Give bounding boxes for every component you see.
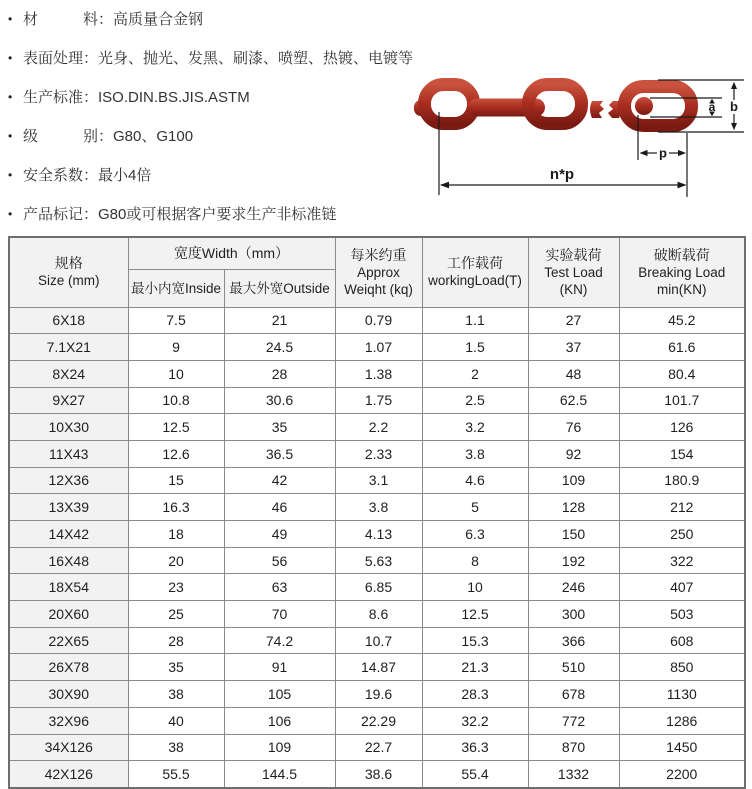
value-cell: 192 [528, 547, 619, 574]
value-cell: 21 [224, 307, 335, 334]
value-cell: 45.2 [619, 307, 745, 334]
value-cell: 608 [619, 627, 745, 654]
size-cell: 9X27 [9, 387, 128, 414]
value-cell: 37 [528, 334, 619, 361]
dim-label-b: b [730, 99, 738, 114]
dimension-lines [439, 80, 744, 197]
value-cell: 76 [528, 414, 619, 441]
value-cell: 28.3 [422, 681, 528, 708]
value-cell: 62.5 [528, 387, 619, 414]
value-cell: 503 [619, 601, 745, 628]
value-cell: 2 [422, 360, 528, 387]
col-header-breaking-load [619, 237, 745, 307]
table-row [9, 334, 745, 361]
value-cell: 15 [128, 467, 224, 494]
value-cell: 70 [224, 601, 335, 628]
value-cell: 35 [128, 654, 224, 681]
size-cell: 7.1X21 [9, 334, 128, 361]
bullet-item-standard [8, 86, 438, 109]
col-header-working-load [422, 237, 528, 307]
value-cell: 850 [619, 654, 745, 681]
value-cell: 18 [128, 521, 224, 548]
value-cell: 250 [619, 521, 745, 548]
value-cell: 38 [128, 681, 224, 708]
bullet-item-grade [8, 125, 438, 148]
value-cell: 2.2 [335, 414, 422, 441]
col-header-test-zh: 实验载荷 [545, 246, 602, 263]
dim-label-a: a [708, 100, 716, 114]
value-cell: 2.5 [422, 387, 528, 414]
value-cell: 92 [528, 440, 619, 467]
bullet-icon: • [8, 12, 13, 26]
value-cell: 61.6 [619, 334, 745, 361]
value-cell: 3.1 [335, 467, 422, 494]
value-cell: 32.2 [422, 707, 528, 734]
value-cell: 12.6 [128, 440, 224, 467]
value-cell: 180.9 [619, 467, 745, 494]
bullet-icon: • [8, 90, 13, 104]
size-cell: 34X126 [9, 734, 128, 761]
value-cell: 35 [224, 414, 335, 441]
value-cell: 10.7 [335, 627, 422, 654]
value-cell: 1130 [619, 681, 745, 708]
table-row [9, 360, 745, 387]
chain-connector-end [635, 97, 653, 115]
value-cell: 7.5 [128, 307, 224, 334]
col-header-weight [335, 237, 422, 307]
value-cell: 109 [224, 734, 335, 761]
table-row [9, 387, 745, 414]
value-cell: 4.13 [335, 521, 422, 548]
col-header-working-en: workingLoad(T) [428, 273, 522, 289]
bullet-item-surface [8, 47, 438, 70]
value-cell: 10 [128, 360, 224, 387]
value-cell: 5 [422, 494, 528, 521]
value-cell: 19.6 [335, 681, 422, 708]
value-cell: 30.6 [224, 387, 335, 414]
bullet-icon: • [8, 168, 13, 182]
value-cell: 407 [619, 574, 745, 601]
table-row [9, 494, 745, 521]
size-cell: 16X48 [9, 547, 128, 574]
bullet-icon: • [8, 129, 13, 143]
value-cell: 246 [528, 574, 619, 601]
value-cell: 80.4 [619, 360, 745, 387]
value-cell: 40 [128, 707, 224, 734]
value-cell: 300 [528, 601, 619, 628]
bullet-icon: • [8, 207, 13, 221]
col-header-test-load [528, 237, 619, 307]
col-header-weight-en2: Weiqht (kq) [344, 281, 413, 297]
value-cell: 366 [528, 627, 619, 654]
chain-link-3 [625, 87, 692, 126]
value-cell: 144.5 [224, 761, 335, 788]
col-header-working-zh: 工作载荷 [447, 255, 503, 272]
value-cell: 46 [224, 494, 335, 521]
table-row [9, 307, 745, 334]
table-row [9, 521, 745, 548]
value-cell: 3.8 [422, 440, 528, 467]
size-cell: 11X43 [9, 440, 128, 467]
table-row [9, 601, 745, 628]
table-row [9, 681, 745, 708]
size-cell: 26X78 [9, 654, 128, 681]
value-cell: 10 [422, 574, 528, 601]
value-cell: 55.4 [422, 761, 528, 788]
value-cell: 1.38 [335, 360, 422, 387]
value-cell: 38.6 [335, 761, 422, 788]
col-header-size-en: Size (mm) [38, 273, 100, 289]
value-cell: 154 [619, 440, 745, 467]
value-cell: 56 [224, 547, 335, 574]
value-cell: 12.5 [128, 414, 224, 441]
value-cell: 1332 [528, 761, 619, 788]
size-cell: 10X30 [9, 414, 128, 441]
value-cell: 106 [224, 707, 335, 734]
table-row [9, 627, 745, 654]
size-cell: 18X54 [9, 574, 128, 601]
bullet-item-marking [8, 203, 438, 226]
col-header-test-en: Test Load (KN) [544, 264, 603, 297]
value-cell: 36.5 [224, 440, 335, 467]
table-row [9, 547, 745, 574]
value-cell: 9 [128, 334, 224, 361]
value-cell: 4.6 [422, 467, 528, 494]
value-cell: 1.1 [422, 307, 528, 334]
value-cell: 22.29 [335, 707, 422, 734]
value-cell: 150 [528, 521, 619, 548]
value-cell: 1.07 [335, 334, 422, 361]
table-row [9, 574, 745, 601]
table-row [9, 654, 745, 681]
size-cell: 22X65 [9, 627, 128, 654]
size-cell: 30X90 [9, 681, 128, 708]
size-cell: 14X42 [9, 521, 128, 548]
bullet-text: 材 料：高质量合金钢 [23, 11, 204, 28]
value-cell: 105 [224, 681, 335, 708]
col-header-outside: 最大外宽Outside [224, 269, 335, 307]
value-cell: 109 [528, 467, 619, 494]
value-cell: 1450 [619, 734, 745, 761]
spec-bullet-list [8, 8, 438, 242]
value-cell: 10.8 [128, 387, 224, 414]
value-cell: 1286 [619, 707, 745, 734]
table-row [9, 440, 745, 467]
value-cell: 5.63 [335, 547, 422, 574]
size-cell: 12X36 [9, 467, 128, 494]
col-header-inside: 最小内宽Inside [128, 269, 224, 307]
value-cell: 74.2 [224, 627, 335, 654]
spec-table-body [9, 307, 745, 788]
size-cell: 32X96 [9, 707, 128, 734]
value-cell: 23 [128, 574, 224, 601]
bullet-item-safety-factor [8, 164, 438, 187]
bullet-icon: • [8, 51, 13, 65]
value-cell: 48 [528, 360, 619, 387]
dim-label-np: n*p [549, 166, 575, 183]
size-cell: 42X126 [9, 761, 128, 788]
value-cell: 20 [128, 547, 224, 574]
value-cell: 12.5 [422, 601, 528, 628]
value-cell: 63 [224, 574, 335, 601]
value-cell: 16.3 [128, 494, 224, 521]
value-cell: 1.5 [422, 334, 528, 361]
col-header-size [9, 237, 128, 307]
value-cell: 6.85 [335, 574, 422, 601]
table-row [9, 414, 745, 441]
bullet-text: 级 别：G80、G100 [23, 128, 194, 145]
value-cell: 6.3 [422, 521, 528, 548]
col-header-size-zh: 规格 [54, 255, 83, 272]
spec-table [8, 236, 746, 789]
table-row [9, 707, 745, 734]
value-cell: 28 [224, 360, 335, 387]
col-header-breaking-en1: Breaking Load [638, 264, 726, 280]
value-cell: 3.8 [335, 494, 422, 521]
size-cell: 8X24 [9, 360, 128, 387]
value-cell: 212 [619, 494, 745, 521]
value-cell: 91 [224, 654, 335, 681]
bullet-text: 安全系数：最小4倍 [23, 167, 152, 184]
size-cell: 13X39 [9, 494, 128, 521]
col-header-weight-en1: Approx [357, 264, 400, 280]
size-cell: 20X60 [9, 601, 128, 628]
value-cell: 24.5 [224, 334, 335, 361]
spec-table-header [9, 237, 745, 307]
table-row [9, 734, 745, 761]
col-header-breaking-en2: min(KN) [657, 281, 707, 297]
value-cell: 25 [128, 601, 224, 628]
value-cell: 3.2 [422, 414, 528, 441]
value-cell: 128 [528, 494, 619, 521]
bullet-text: 表面处理：光身、抛光、发黑、刷漆、喷塑、热镀、电镀等 [23, 50, 414, 67]
value-cell: 55.5 [128, 761, 224, 788]
value-cell: 870 [528, 734, 619, 761]
value-cell: 8.6 [335, 601, 422, 628]
value-cell: 126 [619, 414, 745, 441]
chain-break-piece-left [590, 101, 604, 118]
bullet-text: 产品标记：G80或可根据客户要求生产非标准链 [23, 206, 337, 223]
value-cell: 0.79 [335, 307, 422, 334]
value-cell: 42 [224, 467, 335, 494]
col-header-width-group: 宽度Width（mm） [128, 237, 335, 269]
value-cell: 322 [619, 547, 745, 574]
value-cell: 15.3 [422, 627, 528, 654]
value-cell: 2200 [619, 761, 745, 788]
bullet-text: 生产标准：ISO.DIN.BS.JIS.ASTM [23, 89, 250, 106]
value-cell: 38 [128, 734, 224, 761]
chain-diagram [420, 60, 752, 205]
value-cell: 21.3 [422, 654, 528, 681]
col-header-weight-zh: 每米约重 [350, 246, 407, 263]
table-row [9, 467, 745, 494]
size-cell: 6X18 [9, 307, 128, 334]
value-cell: 22.7 [335, 734, 422, 761]
value-cell: 49 [224, 521, 335, 548]
bullet-item-material [8, 8, 438, 31]
value-cell: 101.7 [619, 387, 745, 414]
table-row [9, 761, 745, 788]
value-cell: 772 [528, 707, 619, 734]
col-header-breaking-zh: 破断载荷 [653, 246, 710, 263]
value-cell: 27 [528, 307, 619, 334]
chain-link-1 [425, 85, 474, 124]
dim-label-p: p [659, 145, 667, 161]
value-cell: 678 [528, 681, 619, 708]
value-cell: 2.33 [335, 440, 422, 467]
value-cell: 28 [128, 627, 224, 654]
value-cell: 8 [422, 547, 528, 574]
value-cell: 14.87 [335, 654, 422, 681]
value-cell: 510 [528, 654, 619, 681]
value-cell: 1.75 [335, 387, 422, 414]
value-cell: 36.3 [422, 734, 528, 761]
